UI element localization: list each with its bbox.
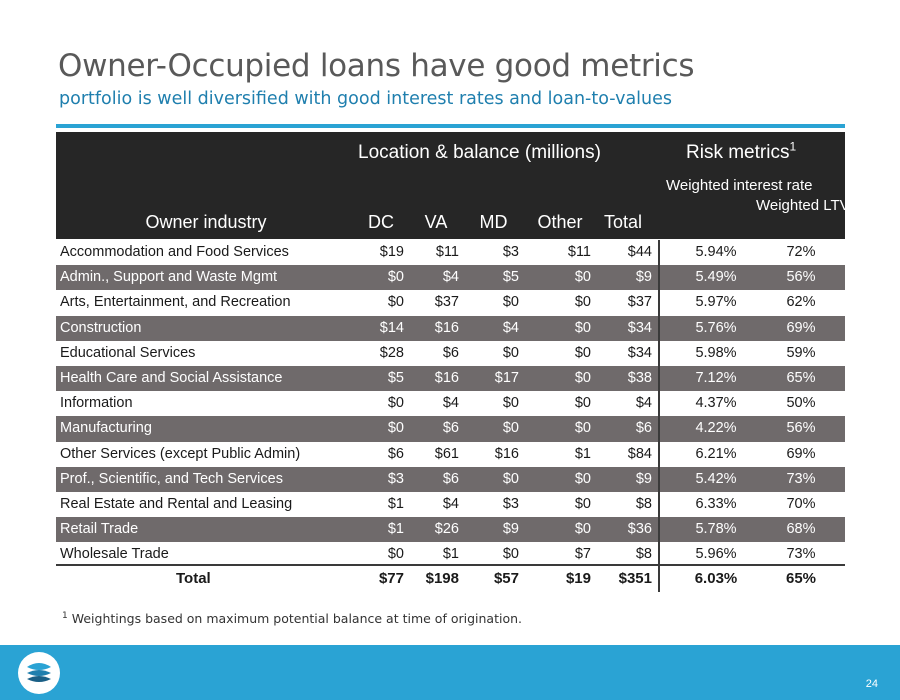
cell-industry: Construction [60,319,142,336]
cell-rate: 5.76% [695,319,737,336]
cell-ltv: 62% [786,294,816,311]
cell-va: $16 [434,369,459,386]
total-dc: $77 [378,570,404,587]
cell-industry: Wholesale Trade [60,546,169,563]
cell-industry: Retail Trade [60,521,139,538]
cell-industry: Arts, Entertainment, and Recreation [60,294,291,311]
total-other: $19 [565,570,591,587]
cell-industry: Admin., Support and Waste Mgmt [60,269,278,286]
column-header-ltv: Weighted LTV [756,197,850,214]
cell-other: $0 [574,470,591,487]
cell-ltv: 69% [786,445,816,462]
cell-va: $16 [434,319,459,336]
cell-industry: Information [60,395,133,412]
cell-industry: Prof., Scientific, and Tech Services [60,470,283,487]
cell-va: $61 [434,445,459,462]
cell-other: $0 [574,294,591,311]
cell-va: $6 [442,420,459,437]
cell-total: $34 [627,319,652,336]
cell-ltv: 50% [786,395,816,412]
cell-dc: $0 [387,420,404,437]
cell-dc: $5 [387,369,404,386]
cell-ltv: 72% [786,244,816,260]
group-header-risk [686,139,797,164]
cell-va: $6 [442,470,459,487]
page-title: Owner-Occupied loans have good metrics [58,48,695,84]
cell-other: $11 [567,244,591,260]
cell-ltv: 73% [786,546,816,563]
cell-industry: Health Care and Social Assistance [60,369,283,386]
cell-total: $44 [627,244,652,260]
cell-total: $9 [635,470,652,487]
cell-total: $8 [635,495,652,512]
cell-rate: 5.98% [695,344,737,361]
total-va: $198 [425,570,459,587]
cell-va: $1 [442,546,459,563]
cell-md: $0 [502,344,519,361]
cell-total: $34 [627,344,652,361]
cell-dc: $14 [379,319,404,336]
cell-rate: 5.94% [695,244,737,260]
cell-other: $7 [574,546,591,563]
cell-va: $11 [435,244,459,260]
cell-rate: 5.42% [695,470,737,487]
cell-rate: 4.37% [695,395,737,412]
total-label: Total [176,570,211,587]
cell-dc: $1 [387,495,404,512]
total-total: $351 [618,570,652,587]
cell-total: $9 [635,269,652,286]
cell-md: $4 [502,319,519,336]
cell-total: $38 [627,369,652,386]
table-row [56,442,845,467]
footnote-marker: 1 [62,611,68,621]
cell-va: $4 [442,269,459,286]
column-header-md: MD [479,212,508,232]
table-row [56,240,845,265]
cell-rate: 4.22% [695,420,737,437]
cell-industry: Accommodation and Food Services [60,244,289,260]
cell-total: $4 [635,395,652,412]
cell-md: $0 [502,420,519,437]
column-header-va: VA [424,212,448,232]
cell-dc: $28 [379,344,404,361]
cell-md: $0 [502,294,519,311]
cell-ltv: 69% [786,319,816,336]
cell-dc: $0 [387,294,404,311]
cell-rate: 5.96% [695,546,737,563]
cell-total: $8 [635,546,652,563]
total-md: $57 [493,570,519,587]
cell-other: $0 [574,395,591,412]
cell-ltv: 56% [786,420,816,437]
group-header-risk-label: Risk metrics [686,142,790,163]
table-row [56,290,845,315]
cell-rate: 7.12% [695,369,737,386]
table-row [56,391,845,416]
layered-waves-logo-icon [18,652,60,694]
table-row [56,265,845,290]
table-row [56,517,845,542]
cell-va: $6 [442,344,459,361]
cell-dc: $6 [387,445,404,462]
cell-md: $9 [502,521,519,538]
cell-va: $37 [434,294,459,311]
cell-other: $0 [574,521,591,538]
title-divider [56,124,845,128]
cell-other: $0 [574,495,591,512]
cell-va: $26 [434,521,459,538]
cell-other: $1 [574,445,591,462]
cell-industry: Other Services (except Public Admin) [60,445,301,462]
cell-dc: $0 [387,269,404,286]
cell-md: $0 [502,546,519,563]
cell-total: $36 [627,521,652,538]
cell-industry: Manufacturing [60,420,152,437]
column-header-industry: Owner industry [145,212,267,232]
cell-rate: 5.78% [695,521,737,538]
total-rate: 6.03% [694,570,738,587]
cell-md: $17 [494,369,519,386]
table-row [56,467,845,492]
table-header [56,132,850,239]
footnote [62,611,522,626]
cell-md: $5 [502,269,519,286]
footnote-marker: 1 [789,139,797,154]
cell-rate: 6.21% [695,445,737,462]
cell-ltv: 59% [786,344,816,361]
cell-va: $4 [442,495,459,512]
cell-total: $84 [627,445,652,462]
cell-other: $0 [574,369,591,386]
cell-ltv: 56% [786,269,816,286]
cell-ltv: 65% [786,369,816,386]
cell-dc: $3 [387,470,404,487]
total-ltv: 65% [785,570,817,587]
cell-va: $4 [442,395,459,412]
cell-rate: 5.49% [695,269,737,286]
cell-ltv: 70% [786,495,816,512]
table-row [56,416,845,441]
cell-dc: $0 [387,395,404,412]
footnote-text: Weightings based on maximum potential balance at time of origination. [71,611,522,627]
cell-md: $3 [502,495,519,512]
table-body [56,240,845,567]
cell-md: $0 [502,470,519,487]
table-row [56,366,845,391]
cell-other: $0 [574,344,591,361]
page-number: 24 [865,678,878,690]
cell-industry: Educational Services [60,344,196,361]
table-row [56,492,845,517]
cell-other: $0 [574,420,591,437]
footer-bar [0,645,900,700]
cell-md: $0 [502,395,519,412]
cell-rate: 6.33% [695,495,737,512]
cell-dc: $0 [387,546,404,563]
cell-dc: $1 [387,521,404,538]
cell-ltv: 73% [786,470,816,487]
cell-rate: 5.97% [695,294,737,311]
cell-total: $37 [627,294,652,311]
cell-md: $3 [502,244,519,260]
table-row [56,316,845,341]
table-row [56,341,845,366]
cell-other: $0 [574,319,591,336]
cell-md: $16 [494,445,519,462]
column-header-total: Total [603,212,643,232]
cell-total: $6 [635,420,652,437]
cell-ltv: 68% [786,521,816,538]
cell-dc: $19 [379,244,404,260]
column-header-rate: Weighted interest rate [666,177,813,194]
column-header-dc: DC [368,212,394,232]
total-row [56,566,845,592]
column-divider [658,240,660,592]
group-header-location: Location & balance (millions) [358,142,601,163]
page-subtitle: portfolio is well diversified with good interest rates and loan-to-values [59,89,673,109]
column-header-other: Other [537,212,583,232]
cell-industry: Real Estate and Rental and Leasing [60,495,293,512]
cell-other: $0 [574,269,591,286]
